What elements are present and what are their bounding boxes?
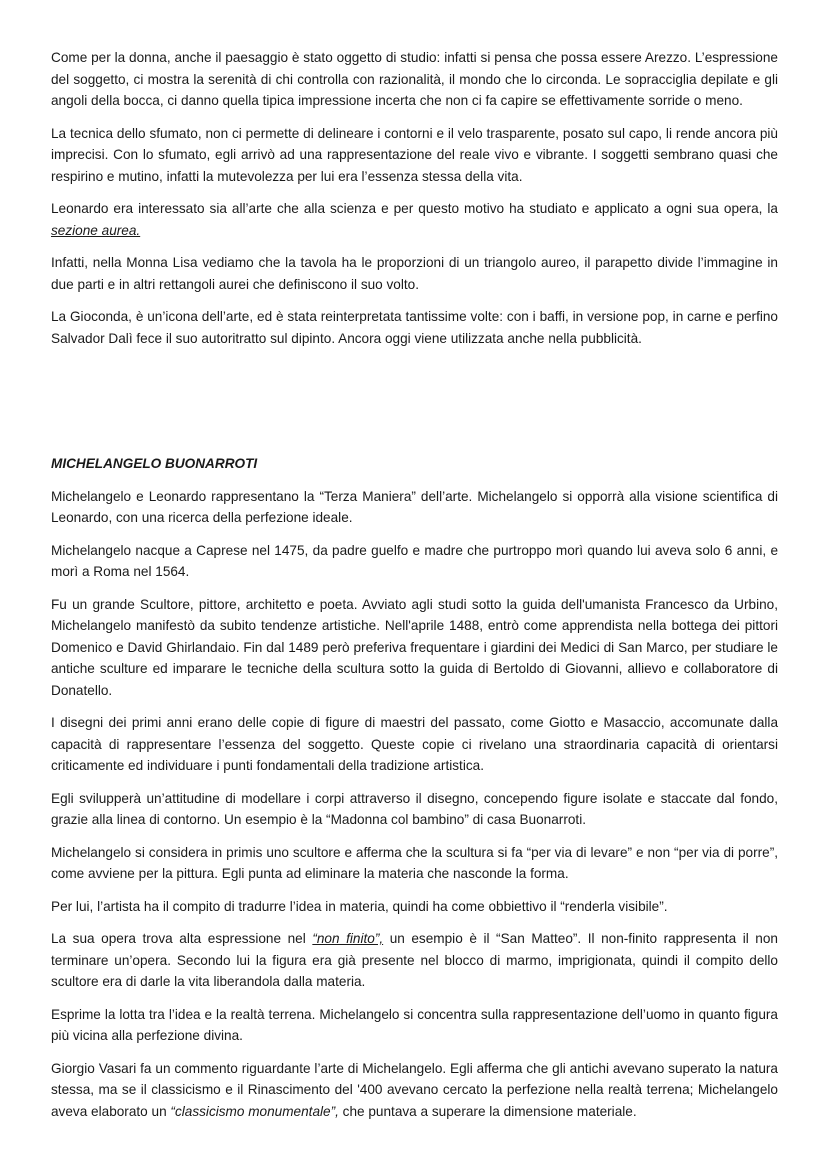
vasari-text-a: Giorgio Vasari fa un commento riguardante l’arte di Michelangelo. Egli afferma che gli antichi avevano superato la natura stessa, ma se il classicismo e il Rinascimento del '400 avevano cercato la perfezione nella realtà terrena; Michelangelo aveva elaborato un <box>51 1060 778 1119</box>
classicismo-term: “classicismo monumentale”, <box>170 1103 339 1119</box>
non-finito-text-a: La sua opera trova alta espressione nel <box>51 931 313 946</box>
paragraph-artist-task: Per lui, l’artista ha il compito di tradurre l’idea in materia, quindi ha come obbiettivo il “renderla visibile”. <box>51 898 668 914</box>
paragraph-golden-section <box>51 198 778 241</box>
paragraph-landscape: Come per la donna, anche il paesaggio è stato oggetto di studio: infatti si pensa che possa essere Arezzo. L’espressione del soggetto, ci mostra la serenità di chi controlla con razionalità, il mondo che lo circonda. Le sopracciglia depilate e gli angoli della bocca, ci danno quella tipica impressione incerta che non ci fa capire se effettivamente sorride o meno. <box>51 50 778 108</box>
vasari-text-b: che puntava a superare la dimensione materiale. <box>338 1103 637 1119</box>
section-heading: MICHELANGELO BUONARROTI <box>51 456 258 471</box>
paragraph-struggle: Esprime la lotta tra l’idea e la realtà terrena. Michelangelo si concentra sulla rappresentazione dell’uomo in quanto figura più vicina alla perfezione divina. <box>51 1006 778 1043</box>
paragraph-early-drawings: I disegni dei primi anni erano delle copie di figure di maestri del passato, come Giotto e Masaccio, accomunate dalla capacità di rappresentare l’essenza del soggetto. Queste copie ci rivelano una straordinaria capacità di orientarsi criticamente ed individuare i punti fondamentali della tradizione artistica. <box>51 715 778 773</box>
paragraph-monna-lisa: Infatti, nella Monna Lisa vediamo che la tavola ha le proporzioni di un triangolo aureo, il parapetto divide l’immagine in due parti e in altri rettangoli aurei che definiscono il suo volto. <box>51 255 778 292</box>
paragraph-bodies: Egli svilupperà un’attitudine di modellare i corpi attraverso il disegno, concependo figure isolate e staccate dal fondo, grazie alla linea di contorno. Un esempio è la “Madonna col bambino” di casa Buonarroti. <box>51 790 778 827</box>
document-page <box>51 47 778 1122</box>
paragraph-sfumato: La tecnica dello sfumato, non ci permette di delineare i contorni e il velo trasparente, posato sul capo, li rende ancora più imprecisi. Con lo sfumato, egli arrivò ad una rappresentazione del reale vivo e vibrante. I soggetti sembrano quasi che respirino e mutino, infatti la mutevolezza per lui era l’essenza stessa della vita. <box>51 125 778 184</box>
paragraph-training: Fu un grande Scultore, pittore, architetto e poeta. Avviato agli studi sotto la guida dell'umanista Francesco da Urbino, Michelangelo manifestò da subito tendenze artistiche. Nell'aprile 1488, entrò come apprendista nella bottega dei pittori Domenico e David Ghirlandaio. Fin dal 1489 però preferiva frequentare i giardini dei Medici di San Marco, per studiare le antiche sculture ed imparare le tecniche della scultura sotto la guida di Bertoldo di Giovanni, allievo e collaboratore di Donatello. <box>51 596 778 698</box>
paragraph-terza-maniera: Michelangelo e Leonardo rappresentano la “Terza Maniera” dell’arte. Michelangelo si opporrà alla visione scientifica di Leonardo, con una ricerca della perfezione ideale. <box>51 488 778 525</box>
golden-section-term: sezione aurea. <box>51 222 141 238</box>
paragraph-birth: Michelangelo nacque a Caprese nel 1475, da padre guelfo e madre che purtroppo morì quando lui aveva solo 6 anni, e morì a Roma nel 1564. <box>51 542 778 579</box>
golden-section-text: Leonardo era interessato sia all’arte che alla scienza e per questo motivo ha studiato e applicato a ogni sua opera, la <box>51 201 778 216</box>
paragraph-gioconda: La Gioconda, è un’icona dell’arte, ed è stata reinterpretata tantissime volte: con i baffi, in versione pop, in carne e perfino Salvador Dalì fece il suo autoritratto sul dipinto. Ancora oggi viene utilizzata anche nella pubblicità. <box>51 309 778 346</box>
non-finito-text-b: un esempio è il “San Matteo”. Il non-finito rappresenta il non terminare un’opera. Secondo lui la figura era già presente nel blocco di marmo, imprigionata, quindi il compito dello scultore era di darle la vita liberandola dalla materia. <box>51 931 778 989</box>
paragraph-vasari <box>51 1058 778 1123</box>
paragraph-non-finito <box>51 928 778 993</box>
paragraph-sculptor: Michelangelo si considera in primis uno scultore e afferma che la scultura si fa “per via di levare” e non “per via di porre”, come avviene per la pittura. Egli punta ad eliminare la materia che nasconde la forma. <box>51 844 778 881</box>
non-finito-term: “non finito”, <box>312 931 384 946</box>
